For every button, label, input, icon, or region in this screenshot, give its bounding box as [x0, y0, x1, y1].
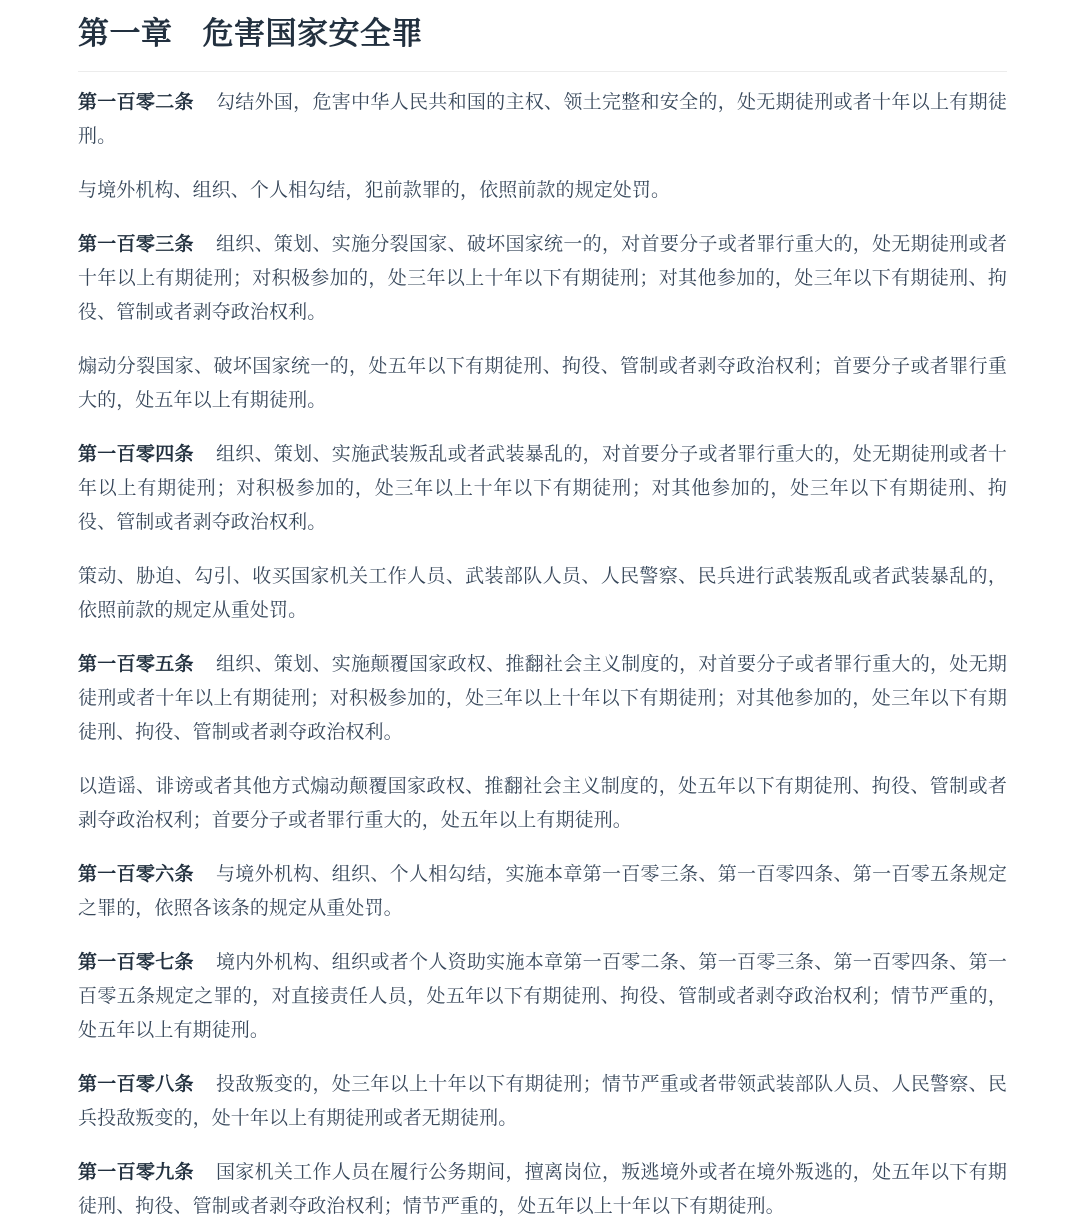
article-paragraph [78, 1156, 1007, 1224]
chapter-title-text: 危害国家安全罪 [202, 16, 423, 51]
paragraph-text: 投敌叛变的，处三年以上十年以下有期徒刑；情节严重或者带领武装部队人员、人民警察、民兵投敌叛变的，处十年以上有期徒刑或者无期徒刑。 [78, 1073, 1007, 1129]
paragraph-text: 与境外机构、组织、个人相勾结，实施本章第一百零三条、第一百零四条、第一百零五条规定之罪的，依照各该条的规定从重处罚。 [78, 863, 1007, 919]
article-paragraph [78, 946, 1007, 1048]
article-number: 第一百零二条 [78, 91, 194, 113]
article-paragraph [78, 86, 1007, 154]
paragraph-text: 国家机关工作人员在履行公务期间，擅离岗位，叛逃境外或者在境外叛逃的，处五年以下有期徒刑、拘役、管制或者剥夺政治权利；情节严重的，处五年以上十年以下有期徒刑。 [78, 1161, 1007, 1217]
paragraph-text: 组织、策划、实施武装叛乱或者武装暴乱的，对首要分子或者罪行重大的，处无期徒刑或者十年以上有期徒刑；对积极参加的，处三年以上十年以下有期徒刑；对其他参加的，处三年以下有期徒刑、拘役、管制或者剥夺政治权利。 [78, 443, 1007, 533]
article-paragraph [78, 228, 1007, 330]
paragraph-text: 勾结外国，危害中华人民共和国的主权、领土完整和安全的，处无期徒刑或者十年以上有期徒刑。 [78, 91, 1007, 147]
article-list [78, 72, 1007, 1224]
clause-paragraph [78, 350, 1007, 418]
paragraph-text: 煽动分裂国家、破坏国家统一的，处五年以下有期徒刑、拘役、管制或者剥夺政治权利；首要分子或者罪行重大的，处五年以上有期徒刑。 [78, 355, 1007, 411]
article-number: 第一百零六条 [78, 863, 194, 885]
article-paragraph [78, 438, 1007, 540]
article-paragraph [78, 858, 1007, 926]
paragraph-text: 与境外机构、组织、个人相勾结，犯前款罪的，依照前款的规定处罚。 [78, 179, 671, 201]
paragraph-text: 策动、胁迫、勾引、收买国家机关工作人员、武装部队人员、人民警察、民兵进行武装叛乱或者武装暴乱的，依照前款的规定从重处罚。 [78, 565, 1007, 621]
article-number: 第一百零三条 [78, 233, 194, 255]
clause-paragraph [78, 560, 1007, 628]
article-number: 第一百零四条 [78, 443, 194, 465]
article-number: 第一百零八条 [78, 1073, 194, 1095]
chapter-number: 第一章 [78, 16, 173, 51]
clause-paragraph [78, 770, 1007, 838]
page-title [78, 0, 1007, 72]
article-number: 第一百零七条 [78, 951, 194, 973]
paragraph-text: 以造谣、诽谤或者其他方式煽动颠覆国家政权、推翻社会主义制度的，处五年以下有期徒刑、拘役、管制或者剥夺政治权利；首要分子或者罪行重大的，处五年以上有期徒刑。 [78, 775, 1007, 831]
paragraph-text: 境内外机构、组织或者个人资助实施本章第一百零二条、第一百零三条、第一百零四条、第一百零五条规定之罪的，对直接责任人员，处五年以下有期徒刑、拘役、管制或者剥夺政治权利；情节严重的，处五年以上有期徒刑。 [78, 951, 1007, 1041]
paragraph-text: 组织、策划、实施分裂国家、破坏国家统一的，对首要分子或者罪行重大的，处无期徒刑或者十年以上有期徒刑；对积极参加的，处三年以上十年以下有期徒刑；对其他参加的，处三年以下有期徒刑、拘役、管制或者剥夺政治权利。 [78, 233, 1007, 323]
paragraph-text: 组织、策划、实施颠覆国家政权、推翻社会主义制度的，对首要分子或者罪行重大的，处无期徒刑或者十年以上有期徒刑；对积极参加的，处三年以上十年以下有期徒刑；对其他参加的，处三年以下有期徒刑、拘役、管制或者剥夺政治权利。 [78, 653, 1007, 743]
clause-paragraph [78, 174, 1007, 208]
article-number: 第一百零九条 [78, 1161, 194, 1183]
article-paragraph [78, 1068, 1007, 1136]
article-number: 第一百零五条 [78, 653, 194, 675]
article-paragraph [78, 648, 1007, 750]
